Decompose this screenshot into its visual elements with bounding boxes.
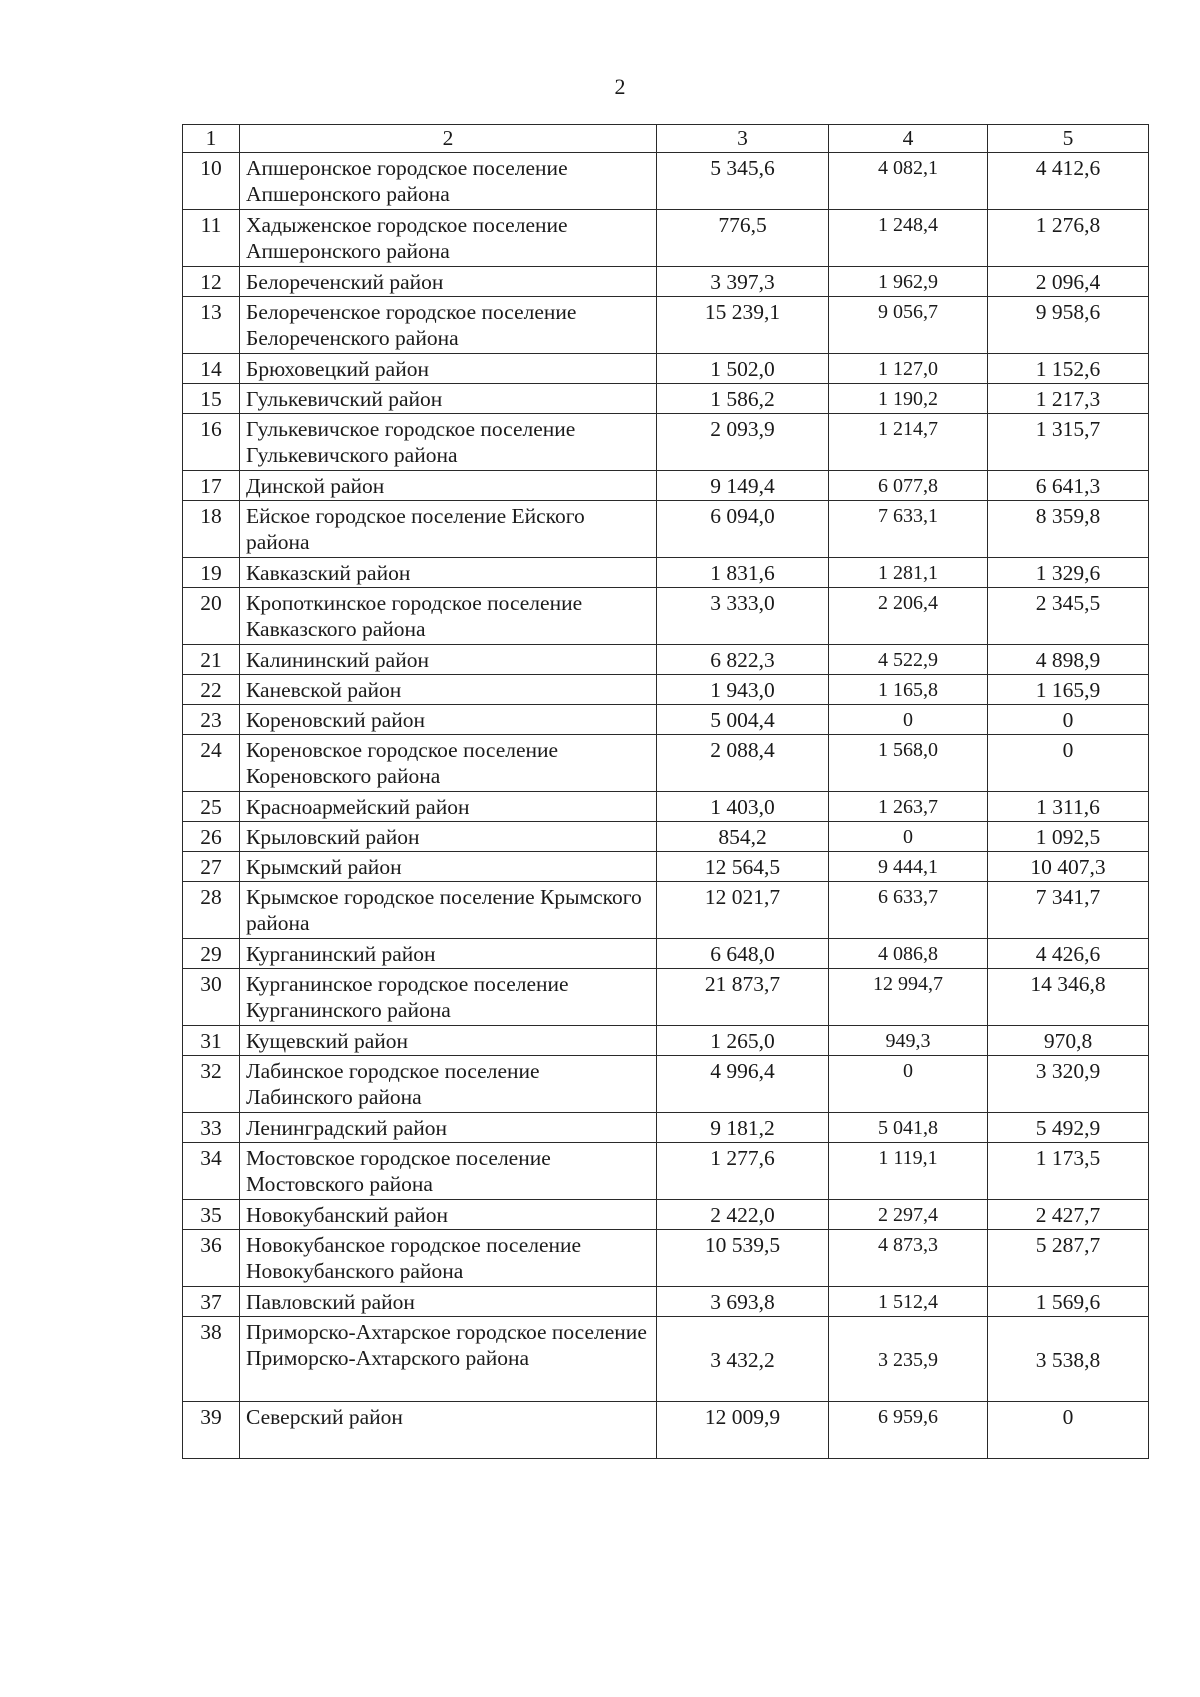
row-value-col3: 6 822,3 bbox=[657, 645, 829, 675]
row-value-col4: 4 873,3 bbox=[829, 1230, 988, 1287]
row-value-col3: 10 539,5 bbox=[657, 1230, 829, 1287]
header-col-4: 4 bbox=[829, 125, 988, 153]
row-name: Брюховецкий район bbox=[240, 354, 657, 384]
row-value-col4: 9 444,1 bbox=[829, 852, 988, 882]
row-value-col4: 1 962,9 bbox=[829, 267, 988, 297]
row-value-col3: 12 564,5 bbox=[657, 852, 829, 882]
row-number: 37 bbox=[183, 1287, 240, 1317]
row-value-col3: 9 181,2 bbox=[657, 1113, 829, 1143]
row-value-col4: 0 bbox=[829, 822, 988, 852]
row-number: 31 bbox=[183, 1026, 240, 1056]
table-row bbox=[183, 939, 1149, 969]
data-table bbox=[182, 124, 1149, 1459]
row-value-col5: 1 329,6 bbox=[988, 558, 1149, 588]
row-value-col5: 3 320,9 bbox=[988, 1056, 1149, 1113]
row-value-col5: 8 359,8 bbox=[988, 501, 1149, 558]
header-col-5: 5 bbox=[988, 125, 1149, 153]
row-value-col4: 5 041,8 bbox=[829, 1113, 988, 1143]
row-name: Каневской район bbox=[240, 675, 657, 705]
row-value-col3: 15 239,1 bbox=[657, 297, 829, 354]
row-number: 39 bbox=[183, 1402, 240, 1459]
row-value-col5: 2 096,4 bbox=[988, 267, 1149, 297]
row-name: Курганинский район bbox=[240, 939, 657, 969]
row-number: 30 bbox=[183, 969, 240, 1026]
row-value-col5: 1 217,3 bbox=[988, 384, 1149, 414]
row-value-col5: 4 426,6 bbox=[988, 939, 1149, 969]
table-row bbox=[183, 1287, 1149, 1317]
row-value-col4: 4 082,1 bbox=[829, 153, 988, 210]
row-number: 33 bbox=[183, 1113, 240, 1143]
row-value-col3: 854,2 bbox=[657, 822, 829, 852]
row-number: 10 bbox=[183, 153, 240, 210]
row-value-col3: 2 093,9 bbox=[657, 414, 829, 471]
row-number: 16 bbox=[183, 414, 240, 471]
row-value-col3: 1 265,0 bbox=[657, 1026, 829, 1056]
row-value-col4: 6 959,6 bbox=[829, 1402, 988, 1459]
table-row bbox=[183, 852, 1149, 882]
row-number: 36 bbox=[183, 1230, 240, 1287]
row-number: 26 bbox=[183, 822, 240, 852]
row-value-col3: 12 021,7 bbox=[657, 882, 829, 939]
row-value-col3: 6 648,0 bbox=[657, 939, 829, 969]
table-row bbox=[183, 297, 1149, 354]
row-value-col3: 1 831,6 bbox=[657, 558, 829, 588]
row-value-col3: 3 432,2 bbox=[657, 1317, 829, 1402]
table-row bbox=[183, 414, 1149, 471]
row-value-col3: 9 149,4 bbox=[657, 471, 829, 501]
row-name: Кореновское городское поселение Кореновского района bbox=[240, 735, 657, 792]
row-value-col3: 5 004,4 bbox=[657, 705, 829, 735]
row-value-col3: 1 586,2 bbox=[657, 384, 829, 414]
row-value-col5: 14 346,8 bbox=[988, 969, 1149, 1026]
row-name: Белореченский район bbox=[240, 267, 657, 297]
row-value-col3: 1 277,6 bbox=[657, 1143, 829, 1200]
row-name: Курганинское городское поселение Курганинского района bbox=[240, 969, 657, 1026]
row-number: 24 bbox=[183, 735, 240, 792]
row-name: Калининский район bbox=[240, 645, 657, 675]
row-value-col4: 4 522,9 bbox=[829, 645, 988, 675]
row-value-col3: 12 009,9 bbox=[657, 1402, 829, 1459]
row-value-col5: 2 427,7 bbox=[988, 1200, 1149, 1230]
row-value-col5: 0 bbox=[988, 735, 1149, 792]
row-name: Хадыженское городское поселение Апшеронского района bbox=[240, 210, 657, 267]
row-number: 38 bbox=[183, 1317, 240, 1402]
row-number: 12 bbox=[183, 267, 240, 297]
row-value-col4: 1 214,7 bbox=[829, 414, 988, 471]
row-value-col4: 1 281,1 bbox=[829, 558, 988, 588]
row-value-col4: 1 248,4 bbox=[829, 210, 988, 267]
row-value-col5: 1 165,9 bbox=[988, 675, 1149, 705]
row-value-col3: 3 693,8 bbox=[657, 1287, 829, 1317]
row-name: Ейское городское поселение Ейского района bbox=[240, 501, 657, 558]
row-number: 19 bbox=[183, 558, 240, 588]
row-value-col4: 3 235,9 bbox=[829, 1317, 988, 1402]
row-value-col3: 776,5 bbox=[657, 210, 829, 267]
table-row bbox=[183, 267, 1149, 297]
row-number: 32 bbox=[183, 1056, 240, 1113]
row-value-col4: 4 086,8 bbox=[829, 939, 988, 969]
row-number: 18 bbox=[183, 501, 240, 558]
table-row bbox=[183, 588, 1149, 645]
header-col-1: 1 bbox=[183, 125, 240, 153]
row-name: Павловский район bbox=[240, 1287, 657, 1317]
row-number: 34 bbox=[183, 1143, 240, 1200]
row-number: 29 bbox=[183, 939, 240, 969]
table-row bbox=[183, 558, 1149, 588]
header-col-3: 3 bbox=[657, 125, 829, 153]
table-row bbox=[183, 1113, 1149, 1143]
row-number: 21 bbox=[183, 645, 240, 675]
table-row bbox=[183, 1230, 1149, 1287]
row-value-col4: 12 994,7 bbox=[829, 969, 988, 1026]
row-number: 11 bbox=[183, 210, 240, 267]
row-value-col5: 4 412,6 bbox=[988, 153, 1149, 210]
table-body bbox=[183, 153, 1149, 1459]
row-value-col4: 9 056,7 bbox=[829, 297, 988, 354]
table-row bbox=[183, 384, 1149, 414]
row-value-col4: 0 bbox=[829, 1056, 988, 1113]
row-number: 27 bbox=[183, 852, 240, 882]
row-value-col4: 1 127,0 bbox=[829, 354, 988, 384]
row-value-col5: 3 538,8 bbox=[988, 1317, 1149, 1402]
row-number: 13 bbox=[183, 297, 240, 354]
row-name: Красноармейский район bbox=[240, 792, 657, 822]
row-name: Кущевский район bbox=[240, 1026, 657, 1056]
row-value-col4: 6 633,7 bbox=[829, 882, 988, 939]
table-row bbox=[183, 471, 1149, 501]
table-row bbox=[183, 153, 1149, 210]
table-row bbox=[183, 1143, 1149, 1200]
row-value-col4: 7 633,1 bbox=[829, 501, 988, 558]
table-row bbox=[183, 210, 1149, 267]
header-col-2: 2 bbox=[240, 125, 657, 153]
row-value-col5: 6 641,3 bbox=[988, 471, 1149, 501]
table-row bbox=[183, 354, 1149, 384]
row-name: Крымский район bbox=[240, 852, 657, 882]
row-value-col5: 1 569,6 bbox=[988, 1287, 1149, 1317]
row-number: 20 bbox=[183, 588, 240, 645]
row-value-col5: 0 bbox=[988, 1402, 1149, 1459]
row-name: Новокубанский район bbox=[240, 1200, 657, 1230]
table-row bbox=[183, 882, 1149, 939]
row-number: 22 bbox=[183, 675, 240, 705]
table-row bbox=[183, 969, 1149, 1026]
row-value-col5: 10 407,3 bbox=[988, 852, 1149, 882]
row-value-col5: 1 315,7 bbox=[988, 414, 1149, 471]
row-value-col3: 4 996,4 bbox=[657, 1056, 829, 1113]
row-value-col5: 1 311,6 bbox=[988, 792, 1149, 822]
row-value-col5: 9 958,6 bbox=[988, 297, 1149, 354]
row-value-col5: 5 492,9 bbox=[988, 1113, 1149, 1143]
row-name: Кропоткинское городское поселение Кавказского района bbox=[240, 588, 657, 645]
row-name: Крыловский район bbox=[240, 822, 657, 852]
row-value-col5: 1 092,5 bbox=[988, 822, 1149, 852]
row-number: 14 bbox=[183, 354, 240, 384]
row-number: 28 bbox=[183, 882, 240, 939]
row-value-col3: 3 333,0 bbox=[657, 588, 829, 645]
row-name: Кореновский район bbox=[240, 705, 657, 735]
row-value-col5: 1 173,5 bbox=[988, 1143, 1149, 1200]
table-row bbox=[183, 822, 1149, 852]
row-value-col4: 1 165,8 bbox=[829, 675, 988, 705]
row-name: Кавказский район bbox=[240, 558, 657, 588]
table-row bbox=[183, 675, 1149, 705]
row-value-col5: 2 345,5 bbox=[988, 588, 1149, 645]
page-number: 2 bbox=[614, 74, 626, 99]
row-value-col5: 4 898,9 bbox=[988, 645, 1149, 675]
row-value-col5: 1 152,6 bbox=[988, 354, 1149, 384]
row-value-col3: 1 943,0 bbox=[657, 675, 829, 705]
row-value-col4: 1 568,0 bbox=[829, 735, 988, 792]
row-value-col3: 2 088,4 bbox=[657, 735, 829, 792]
row-value-col3: 5 345,6 bbox=[657, 153, 829, 210]
row-number: 23 bbox=[183, 705, 240, 735]
row-number: 35 bbox=[183, 1200, 240, 1230]
row-value-col4: 0 bbox=[829, 705, 988, 735]
table-row bbox=[183, 1026, 1149, 1056]
row-number: 25 bbox=[183, 792, 240, 822]
row-name: Апшеронское городское поселение Апшеронского района bbox=[240, 153, 657, 210]
table-header-row bbox=[183, 125, 1149, 153]
table-row bbox=[183, 792, 1149, 822]
row-value-col4: 1 190,2 bbox=[829, 384, 988, 414]
row-value-col4: 2 206,4 bbox=[829, 588, 988, 645]
row-value-col4: 1 263,7 bbox=[829, 792, 988, 822]
row-value-col3: 2 422,0 bbox=[657, 1200, 829, 1230]
row-value-col4: 2 297,4 bbox=[829, 1200, 988, 1230]
table-row bbox=[183, 1200, 1149, 1230]
row-value-col3: 6 094,0 bbox=[657, 501, 829, 558]
row-name: Гулькевичский район bbox=[240, 384, 657, 414]
row-value-col4: 6 077,8 bbox=[829, 471, 988, 501]
row-value-col3: 3 397,3 bbox=[657, 267, 829, 297]
table-row bbox=[183, 1317, 1149, 1402]
row-name: Динской район bbox=[240, 471, 657, 501]
row-name: Крымское городское поселение Крымского района bbox=[240, 882, 657, 939]
row-name: Северский район bbox=[240, 1402, 657, 1459]
row-value-col5: 1 276,8 bbox=[988, 210, 1149, 267]
row-value-col5: 970,8 bbox=[988, 1026, 1149, 1056]
row-value-col5: 0 bbox=[988, 705, 1149, 735]
row-name: Гулькевичское городское поселение Гулькевичского района bbox=[240, 414, 657, 471]
row-number: 15 bbox=[183, 384, 240, 414]
row-name: Лабинское городское поселение Лабинского района bbox=[240, 1056, 657, 1113]
row-name: Мостовское городское поселение Мостовского района bbox=[240, 1143, 657, 1200]
table-row bbox=[183, 501, 1149, 558]
table-row bbox=[183, 1056, 1149, 1113]
table-row bbox=[183, 645, 1149, 675]
row-name: Белореченское городское поселение Белореченского района bbox=[240, 297, 657, 354]
row-value-col4: 1 119,1 bbox=[829, 1143, 988, 1200]
row-value-col3: 21 873,7 bbox=[657, 969, 829, 1026]
row-name: Ленинградский район bbox=[240, 1113, 657, 1143]
row-name: Приморско-Ахтарское городское поселение Приморско-Ахтарского района bbox=[240, 1317, 657, 1402]
row-name: Новокубанское городское поселение Новокубанского района bbox=[240, 1230, 657, 1287]
row-value-col4: 1 512,4 bbox=[829, 1287, 988, 1317]
table-row bbox=[183, 705, 1149, 735]
table-row bbox=[183, 1402, 1149, 1459]
row-value-col5: 7 341,7 bbox=[988, 882, 1149, 939]
row-value-col4: 949,3 bbox=[829, 1026, 988, 1056]
row-value-col3: 1 403,0 bbox=[657, 792, 829, 822]
row-number: 17 bbox=[183, 471, 240, 501]
table-row bbox=[183, 735, 1149, 792]
row-value-col5: 5 287,7 bbox=[988, 1230, 1149, 1287]
row-value-col3: 1 502,0 bbox=[657, 354, 829, 384]
